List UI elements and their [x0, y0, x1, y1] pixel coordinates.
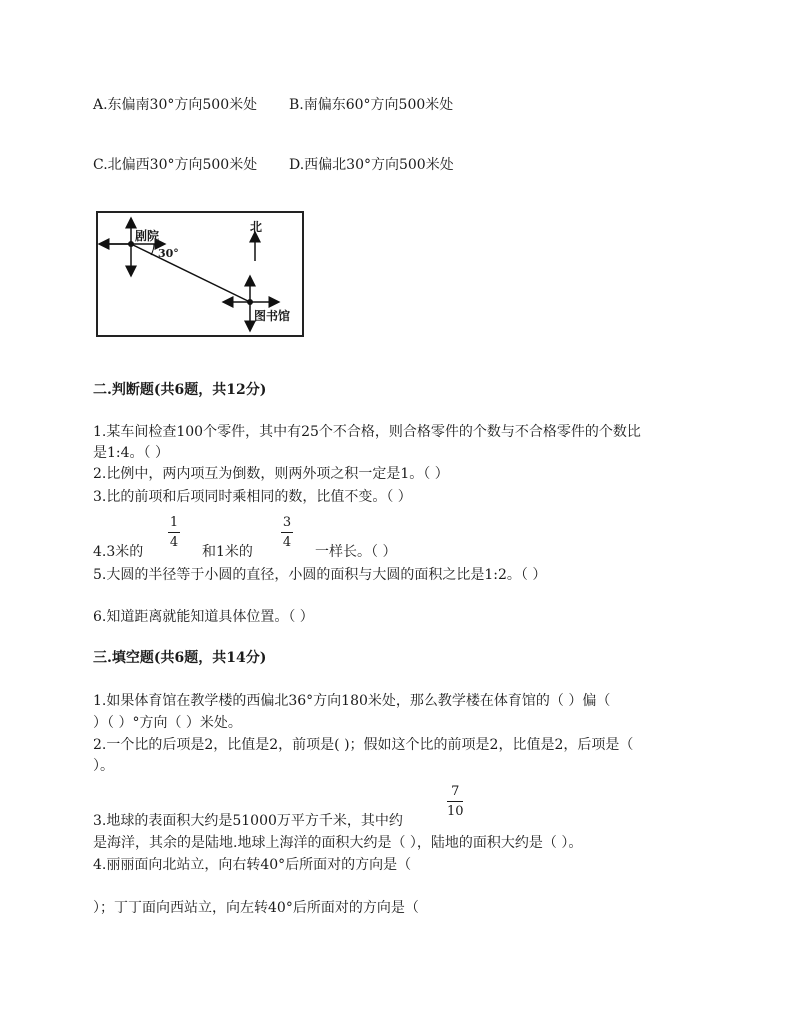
fraction-bar: [281, 532, 293, 533]
fill-q4-line2: ）；丁丁面向西站立，向左转40°后所面对的方向是（: [93, 900, 419, 916]
fill-q2-line2: ）。: [93, 758, 114, 774]
angle-label: 30°: [158, 247, 179, 260]
option-d: D.西偏北30°方向500米处: [289, 157, 454, 173]
judge-q4-part3: 一样长。（ ）: [315, 544, 397, 560]
fraction-denominator: 10: [447, 804, 464, 819]
fraction-denominator: 4: [282, 535, 292, 550]
library-point: [247, 299, 253, 305]
theater-label: 剧院: [135, 229, 160, 243]
option-a: A.东偏南30°方向500米处: [93, 97, 258, 113]
fraction-bar: [447, 801, 463, 802]
fraction-seven-tenths: [447, 784, 464, 819]
judge-q4-part2: 和1米的: [202, 544, 253, 560]
option-b: B.南偏东60°方向500米处: [289, 97, 454, 113]
section-title-judgement: 二.判断题(共6题，共12分): [93, 382, 267, 398]
fraction-numerator: 1: [169, 515, 179, 530]
judge-q1-line2: 是1:4。（ ）: [93, 445, 169, 461]
judge-q1-line1: 1.某车间检查100个零件，其中有25个不合格，则合格零件的个数与不合格零件的个数比: [93, 424, 641, 440]
fraction-numerator: 3: [282, 515, 292, 530]
fraction-one-quarter: [168, 515, 180, 550]
fraction-bar: [168, 532, 180, 533]
judge-q2: 2.比例中，两内项互为倒数，则两外项之积一定是1。（ ）: [93, 466, 449, 482]
judge-q4-part1: 4.3米的: [93, 544, 144, 560]
fraction-denominator: 4: [169, 535, 179, 550]
judge-q5: 5.大圆的半径等于小圆的直径，小圆的面积与大圆的面积之比是1:2。（ ）: [93, 567, 547, 583]
fill-q3-line1: 3.地球的表面积大约是51000万平方千米，其中约: [93, 813, 403, 829]
fill-q4-line1: 4.丽丽面向北站立，向右转40°后所面对的方向是（: [93, 857, 412, 873]
fill-q1-line2: ）（ ）°方向（ ）米处。: [93, 715, 242, 731]
option-c: C.北偏西30°方向500米处: [93, 157, 258, 173]
fill-q2-line1: 2.一个比的后项是2，比值是2，前项是( )；假如这个比的前项是2，比值是2，后项是（: [93, 737, 634, 753]
section-title-fill-blank: 三.填空题(共6题，共14分): [93, 650, 267, 666]
fill-q3-line2: 是海洋，其余的是陆地.地球上海洋的面积大约是（ ），陆地的面积大约是（ ）。: [93, 835, 583, 851]
fill-q1-line1: 1.如果体育馆在教学楼的西偏北36°方向180米处，那么教学楼在体育馆的（ ）偏（: [93, 693, 611, 709]
north-label: 北: [250, 220, 263, 234]
fraction-three-quarters: [281, 515, 293, 550]
fraction-numerator: 7: [451, 784, 460, 799]
direction-diagram: [96, 211, 304, 337]
judge-q6: 6.知道距离就能知道具体位置。（ ）: [93, 609, 314, 625]
judge-q3: 3.比的前项和后项同时乘相同的数，比值不变。（ ）: [93, 489, 412, 505]
theater-library-line: [131, 244, 250, 302]
library-label: 图书馆: [254, 309, 291, 323]
